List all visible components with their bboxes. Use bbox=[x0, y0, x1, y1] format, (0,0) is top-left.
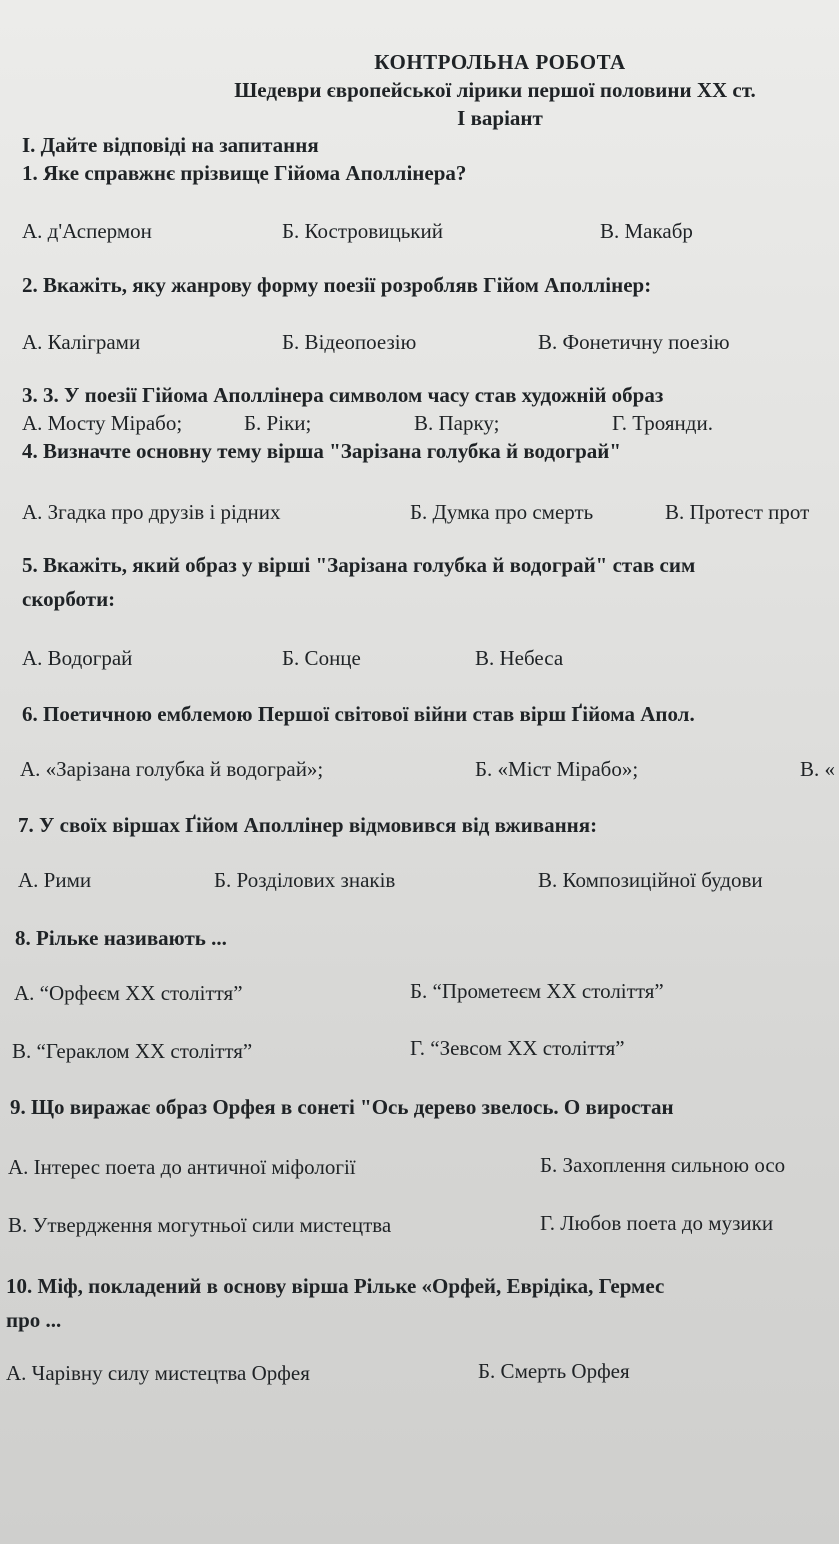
question-2: 2. Вкажіть, яку жанрову форму поезії розробляв Гійом Аполлінер: bbox=[22, 273, 652, 297]
q1-option-a: А. д'Аспермон bbox=[22, 219, 152, 243]
doc-subtitle: Шедеври європейської лірики першої половини ХХ ст. bbox=[234, 78, 756, 102]
q5-option-a: А. Водограй bbox=[22, 646, 133, 670]
q8-option-d: Г. “Зевсом ХХ століття” bbox=[410, 1036, 625, 1060]
question-7: 7. У своїх віршах Ґійом Аполлінер відмовився від вживання: bbox=[18, 813, 598, 837]
q1-option-c: В. Макабр bbox=[600, 219, 693, 243]
question-10-cont: про ... bbox=[6, 1308, 62, 1332]
q9-option-d: Г. Любов поета до музики bbox=[540, 1211, 774, 1235]
q10-option-a: А. Чарівну силу мистецтва Орфея bbox=[6, 1361, 310, 1385]
q6-option-b: Б. «Міст Мірабо»; bbox=[475, 757, 639, 781]
q3-option-d: Г. Троянди. bbox=[612, 411, 713, 435]
q7-option-c: В. Композиційної будови bbox=[538, 868, 763, 892]
q9-option-c: В. Утвердження могутньої сили мистецтва bbox=[8, 1213, 392, 1237]
q2-option-c: В. Фонетичну поезію bbox=[538, 330, 730, 354]
question-1: 1. Яке справжнє прізвище Гійома Аполлінера? bbox=[22, 161, 467, 185]
q9-option-a: А. Інтерес поета до античної міфології bbox=[8, 1155, 356, 1179]
doc-title: КОНТРОЛЬНА РОБОТА bbox=[374, 50, 626, 74]
question-9: 9. Що виражає образ Орфея в сонеті "Ось дерево звелось. О виростан bbox=[10, 1095, 674, 1119]
q7-option-a: А. Рими bbox=[18, 868, 92, 892]
q7-option-b: Б. Розділових знаків bbox=[214, 868, 396, 892]
q5-option-c: В. Небеса bbox=[475, 646, 564, 670]
question-4: 4. Визначте основну тему вірша "Зарізана голубка й водограй" bbox=[22, 439, 622, 463]
q10-option-b: Б. Смерть Орфея bbox=[478, 1359, 630, 1383]
variant-label: І варіант bbox=[457, 106, 543, 130]
q2-option-a: А. Каліграми bbox=[22, 330, 141, 354]
q1-option-b: Б. Костровицький bbox=[282, 219, 443, 243]
q9-option-b: Б. Захоплення сильною осо bbox=[540, 1153, 786, 1177]
question-5: 5. Вкажіть, який образ у вірші "Зарізана голубка й водограй" став сим bbox=[22, 553, 696, 577]
question-5-cont: скорботи: bbox=[22, 587, 116, 611]
q3-option-b: Б. Ріки; bbox=[244, 411, 312, 435]
q8-option-b: Б. “Прометеєм ХХ століття” bbox=[410, 979, 664, 1003]
question-3: 3. 3. У поезії Гійома Аполлінера символом часу став художній образ bbox=[22, 383, 664, 407]
section-heading: І. Дайте відповіді на запитання bbox=[22, 133, 319, 157]
q3-option-c: В. Парку; bbox=[414, 411, 500, 435]
q6-option-c: В. « bbox=[800, 757, 836, 781]
q4-option-b: Б. Думка про смерть bbox=[410, 500, 594, 524]
q8-option-a: А. “Орфеєм ХХ століття” bbox=[14, 981, 243, 1005]
question-6: 6. Поетичною емблемою Першої світової війни став вірш Ґійома Апол. bbox=[22, 702, 695, 726]
q4-option-c: В. Протест прот bbox=[665, 500, 810, 524]
q5-option-b: Б. Сонце bbox=[282, 646, 361, 670]
question-10: 10. Міф, покладений в основу вірша Рільке «Орфей, Еврідіка, Гермес bbox=[6, 1274, 665, 1298]
q4-option-a: А. Згадка про друзів і рідних bbox=[22, 500, 281, 524]
q6-option-a: А. «Зарізана голубка й водограй»; bbox=[20, 757, 324, 781]
q8-option-c: В. “Гераклом ХХ століття” bbox=[12, 1039, 253, 1063]
question-8: 8. Рільке називають ... bbox=[15, 926, 227, 950]
q2-option-b: Б. Відеопоезію bbox=[282, 330, 417, 354]
q3-option-a: А. Мосту Мірабо; bbox=[22, 411, 183, 435]
